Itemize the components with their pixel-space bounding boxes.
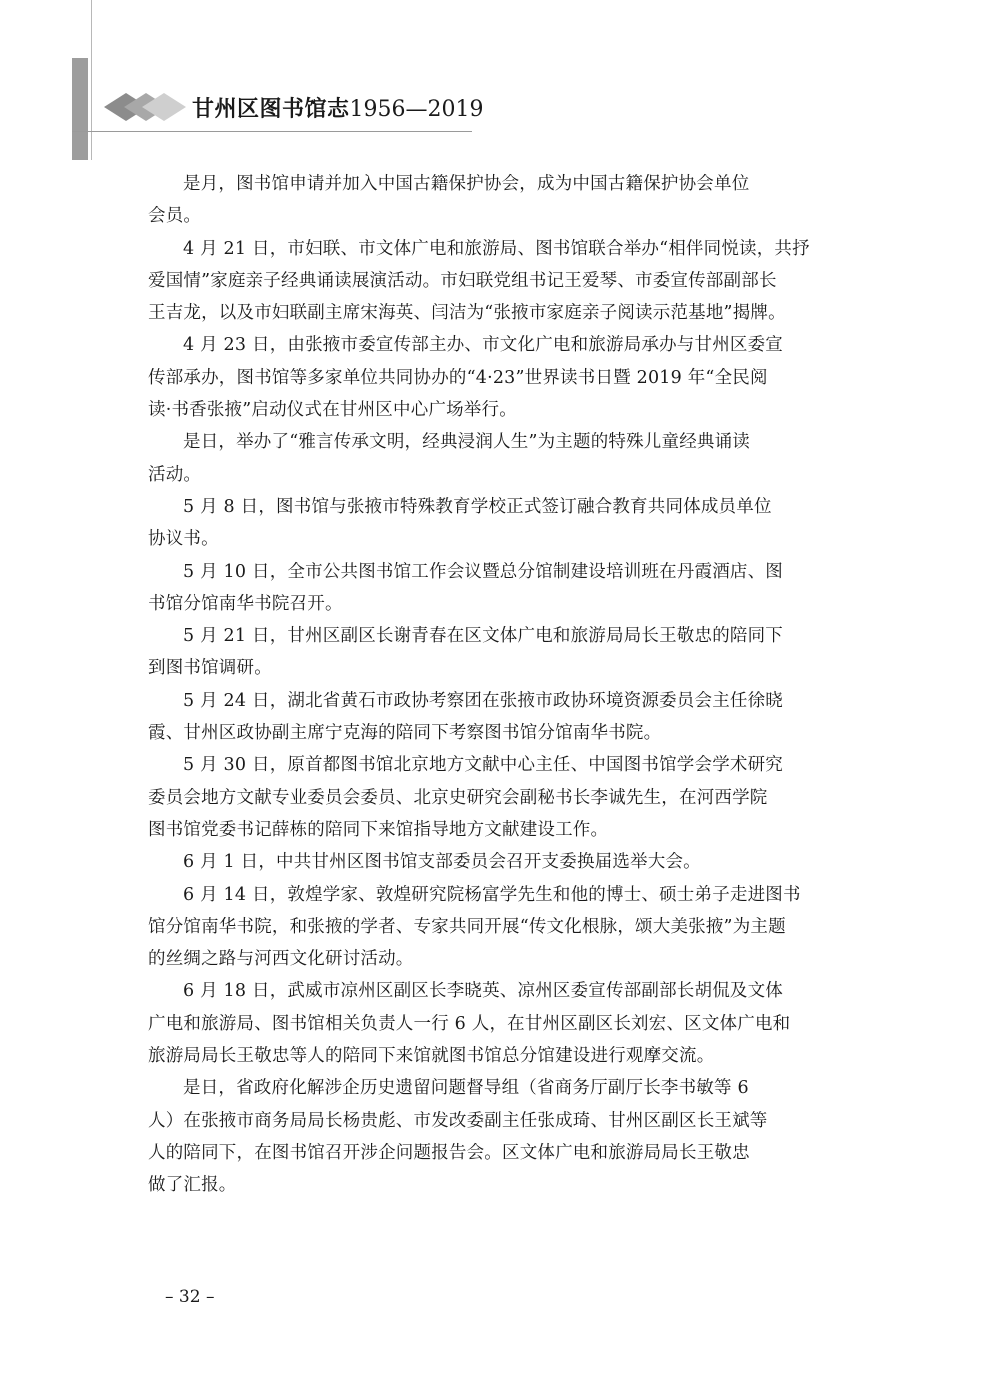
book-title: [192, 92, 484, 123]
spine-line: [91, 0, 92, 160]
diamond-ornament-icon: [104, 90, 186, 124]
paragraph: 5 月 24 日，湖北省黄石市政协考察团在张掖市政协环境资源委员会主任徐晓 霞、甘州区政协副主席宁克海的陪同下考察图书馆分馆南华书院。: [148, 690, 783, 744]
book-title-years: 1956—2019: [349, 97, 484, 122]
page-number: – 32 –: [165, 1287, 215, 1307]
paragraph: 5 月 8 日，图书馆与张掖市特殊教育学校正式签订融合教育共同体成员单位 协议书。: [148, 496, 772, 550]
paragraph: 是日，省政府化解涉企历史遗留问题督导组（省商务厅副厅长李书敏等 6 人）在张掖市商务局局长杨贵彪、市发改委副主任张成琦、甘州区副区长王斌等 人的陪同下，在图书馆召开涉企问题报告会。区文体广电和旅游局局长王敬忠 做了汇报。: [148, 1078, 768, 1196]
paragraph: 5 月 21 日，甘州区副区长谢青春在区文体广电和旅游局局长王敬忠的陪同下 到图书馆调研。: [148, 626, 783, 679]
paragraph: 6 月 14 日，敦煌学家、敦煌研究院杨富学先生和他的博士、硕士弟子走进图书 馆分馆南华书院，和张掖的学者、专家共同开展“传文化根脉，颂大美张掖”为主题 的丝绸之路与河西文化研讨活动。: [148, 884, 801, 970]
header-rule: [72, 131, 472, 132]
paragraph: 4 月 23 日，由张掖市委宣传部主办、市文化广电和旅游局承办与甘州区委宣 传部承办，图书馆等多家单位共同协办的“4·23”世界读书日暨 2019 年“全民阅 读·书香张掖”启动仪式在甘州区中心广场举行。: [148, 335, 783, 421]
paragraph: 是月，图书馆申请并加入中国古籍保护协会，成为中国古籍保护协会单位 会员。: [148, 174, 750, 227]
paragraph: 5 月 10 日，全市公共图书馆工作会议暨总分馆制建设培训班在丹霞酒店、图 书馆分馆南华书院召开。: [148, 561, 783, 614]
paragraph: 是日，举办了“雅言传承文明，经典浸润人生”为主题的特殊儿童经典诵读 活动。: [148, 432, 750, 485]
paragraph: 6 月 1 日，中共甘州区图书馆支部委员会召开支委换届选举大会。: [183, 852, 701, 873]
paragraph: 4 月 21 日，市妇联、市文体广电和旅游局、图书馆联合举办“相伴同悦读，共抒 爱国情”家庭亲子经典诵读展演活动。市妇联党组书记王爱琴、市委宣传部副部长 王吉龙，以及市妇联副主席宋海英、闫洁为“张掖市家庭亲子阅读示范基地”揭牌。: [148, 238, 810, 324]
book-title-name: 甘州区图书馆志: [192, 96, 350, 122]
paragraph: 5 月 30 日，原首都图书馆北京地方文献中心主任、中国图书馆学会学术研究 委员会地方文献专业委员会委员、北京史研究会副秘书长李诚先生，在河西学院 图书馆党委书记薛栋的陪同下来馆指导地方文献建设工作。: [148, 755, 783, 840]
spine-bar: [72, 58, 88, 160]
page-content: [148, 168, 848, 1202]
paragraph: 6 月 18 日，武威市凉州区副区长李晓英、凉州区委宣传部副部长胡侃及文体 广电和旅游局、图书馆相关负责人一行 6 人，在甘州区副区长刘宏、区文体广电和 旅游局局长王敬忠等人的陪同下来馆就图书馆总分馆建设进行观摩交流。: [148, 981, 791, 1067]
